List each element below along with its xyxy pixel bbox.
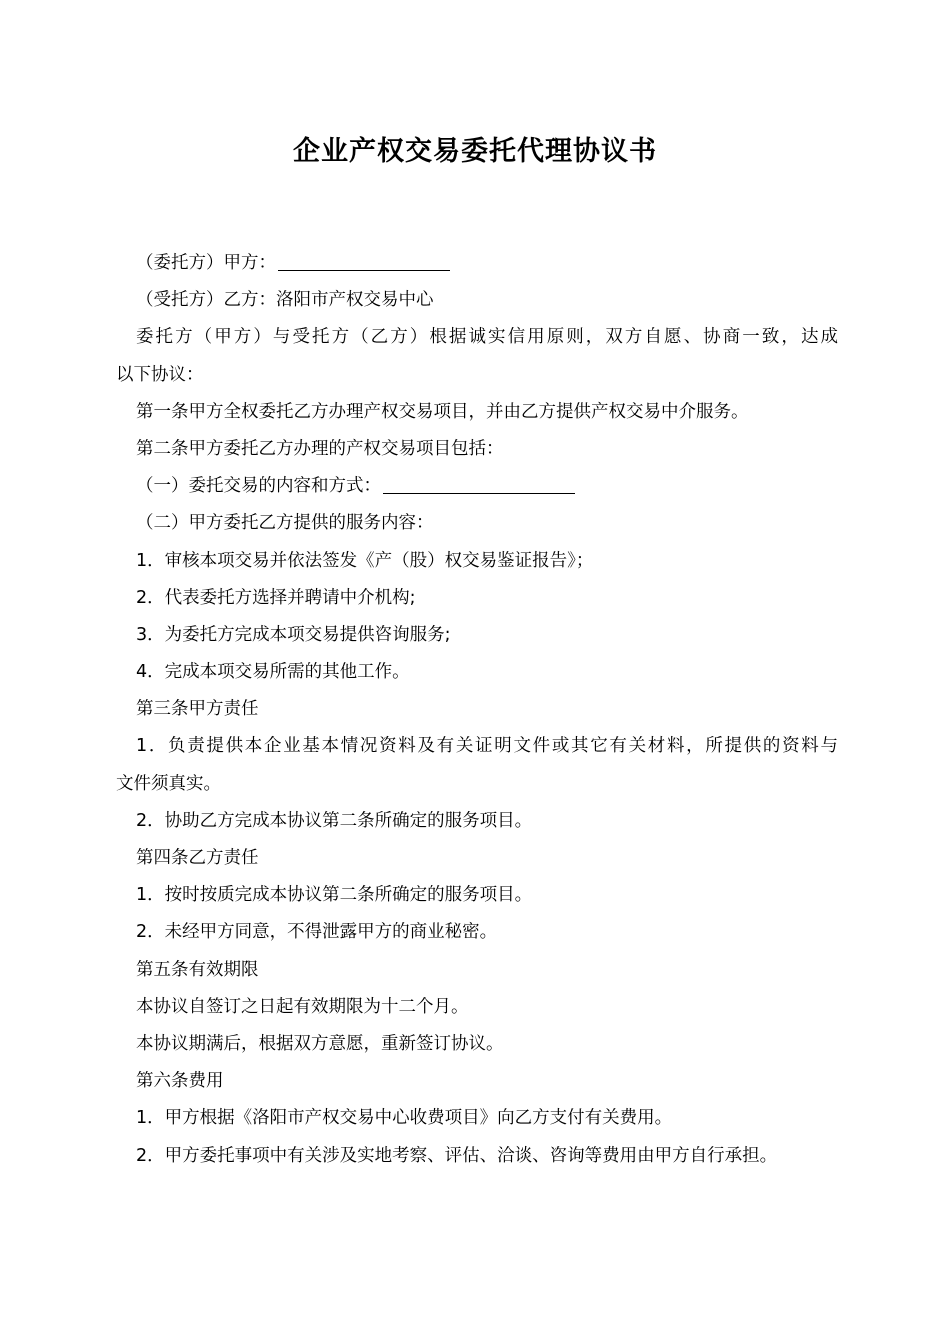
article-2-item-1-label: （一）委托交易的内容和方式：	[136, 476, 381, 497]
article-4-item: 2．未经甲方同意，不得泄露甲方的商业秘密。	[136, 922, 498, 943]
article-6-item: 1．甲方根据《洛阳市产权交易中心收费项目》向乙方支付有关费用。	[136, 1108, 673, 1129]
article-3-item-1-line-2: 文件须真实。	[116, 773, 221, 794]
preamble-line-1: 委托方（甲方）与受托方（乙方）根据诚实信用原则，双方自愿、协商一致，达成	[136, 327, 838, 348]
service-item: 1．审核本项交易并依法签发《产（股）权交易鉴证报告》；	[136, 550, 594, 571]
party-b-line: （受托方）乙方：洛阳市产权交易中心	[136, 290, 434, 311]
service-item: 4．完成本项交易所需的其他工作。	[136, 662, 410, 683]
article-3-heading: 第三条甲方责任	[136, 699, 259, 720]
article-6-item: 2．甲方委托事项中有关涉及实地考察、评估、洽谈、咨询等费用由甲方自行承担。	[136, 1145, 778, 1166]
article-3-item-1-line-1: 1．负责提供本企业基本情况资料及有关证明文件或其它有关材料，所提供的资料与	[136, 736, 838, 757]
preamble-line-2: 以下协议：	[116, 364, 204, 385]
article-4-item: 1．按时按质完成本协议第二条所确定的服务项目。	[136, 885, 533, 906]
transaction-method-blank	[383, 473, 575, 494]
document-title: 企业产权交易委托代理协议书	[293, 136, 657, 167]
article-2-item-2: （二）甲方委托乙方提供的服务内容：	[136, 513, 434, 534]
article-4-heading: 第四条乙方责任	[136, 848, 259, 868]
article-5-heading: 第五条有效期限	[136, 959, 259, 980]
article-5-item: 本协议期满后，根据双方意愿，重新签订协议。	[136, 1033, 504, 1054]
party-a-line	[116, 245, 838, 282]
party-a-label: （委托方）甲方：	[136, 253, 276, 273]
service-item: 2．代表委托方选择并聘请中介机构;	[136, 587, 416, 608]
article-1: 第一条甲方全权委托乙方办理产权交易项目，并由乙方提供产权交易中介服务。	[136, 401, 749, 422]
article-2-item-1	[116, 468, 838, 505]
party-a-blank	[278, 250, 450, 271]
article-3-item-2: 2．协助乙方完成本协议第二条所确定的服务项目。	[136, 810, 533, 831]
document-body	[116, 245, 838, 1175]
article-5-item: 本协议自签订之日起有效期限为十二个月。	[136, 996, 469, 1017]
service-item: 3．为委托方完成本项交易提供咨询服务;	[136, 624, 451, 645]
article-2-heading: 第二条甲方委托乙方办理的产权交易项目包括：	[136, 438, 504, 459]
article-6-heading: 第六条费用	[136, 1071, 224, 1092]
